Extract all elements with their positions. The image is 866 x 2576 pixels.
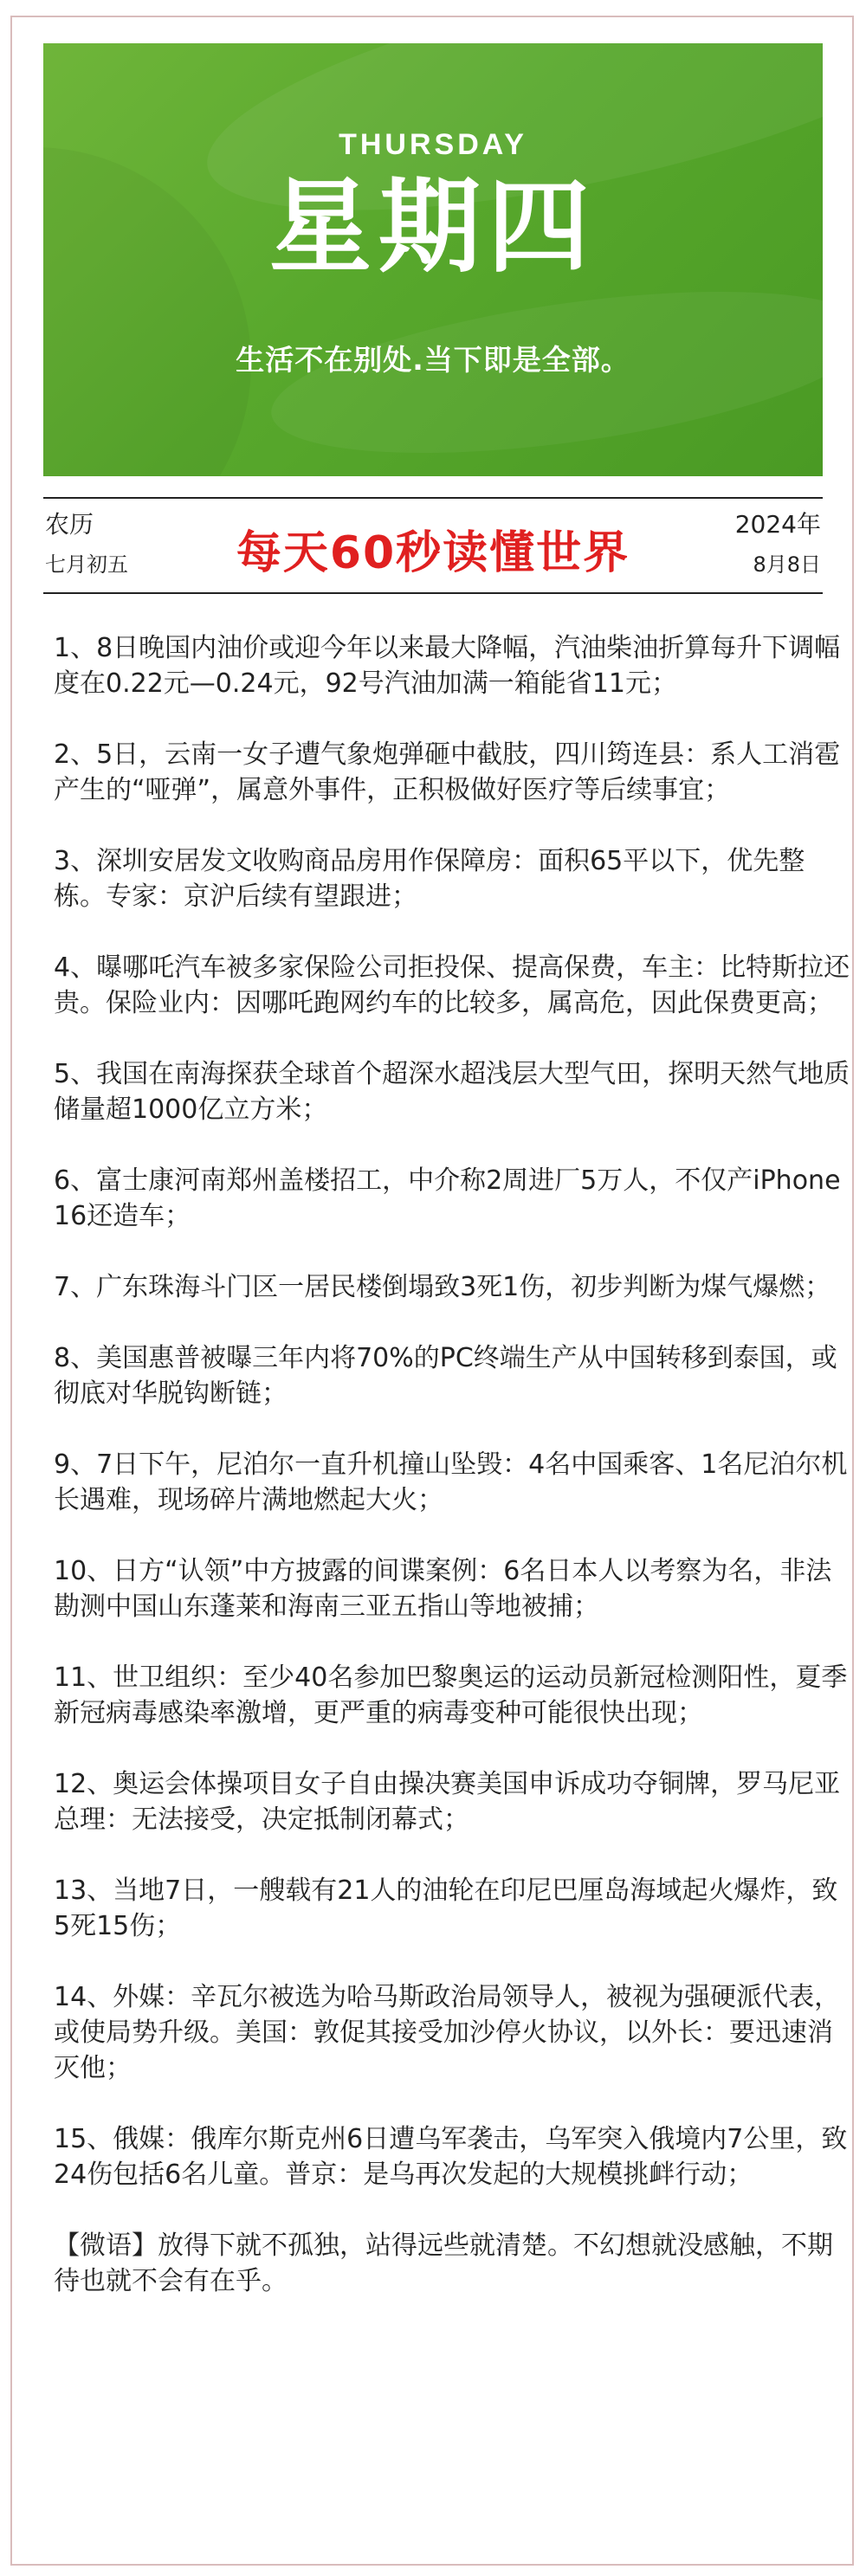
news-item: 5、我国在南海探获全球首个超深水超浅层大型气田，探明天然气地质储量超1000亿立方米； — [54, 1059, 850, 1125]
news-item: 11、世卫组织：至少40名参加巴黎奥运的运动员新冠检测阳性，夏季新冠病毒感染率激增，更严重的病毒变种可能很快出现； — [54, 1662, 848, 1728]
date-month-day: 8月8日 — [753, 552, 821, 577]
news-item: 7、广东珠海斗门区一居民楼倒塌致3死1伤，初步判断为煤气爆燃； — [54, 1272, 831, 1302]
news-item: 8、美国惠普被曝三年内将70%的PC终端生产从中国转移到泰国，或彻底对华脱钩断链； — [54, 1343, 837, 1409]
page-title: 每天60秒读懂世界 — [236, 527, 630, 579]
banner-slogan: 生活不在别处.当下即是全部。 — [236, 343, 630, 377]
news-item: 12、奥运会体操项目女子自由操决赛美国申诉成功夺铜牌，罗马尼亚总理：无法接受，决定抵制闭幕式； — [54, 1769, 841, 1835]
bottom-divider — [43, 592, 823, 594]
news-item: 14、外媒：辛瓦尔被选为哈马斯政治局领导人，被视为强硬派代表，或使局势升级。美国：敦促其接受加沙停火协议，以外长：要迅速消灭他； — [54, 1982, 841, 2083]
news-item: 4、曝哪吒汽车被多家保险公司拒投保、提高保费，车主：比特斯拉还贵。保险业内：因哪吒跑网约车的比较多，属高危，因此保费更高； — [54, 952, 850, 1018]
news-list — [54, 630, 850, 2334]
news-item: 2、5日，云南一女子遭气象炮弹砸中截肢，四川筠连县：系人工消雹产生的“哑弹”，属意外事件，正积极做好医疗等后续事宜； — [54, 739, 841, 805]
weekday-english: THURSDAY — [339, 128, 527, 161]
news-item: 3、深圳安居发文收购商品房用作保障房：面积65平以下，优先整栋。专家：京沪后续有望跟进； — [54, 846, 805, 912]
weekday-chinese: 星期四 — [268, 167, 597, 287]
news-item: 10、日方“认领”中方披露的间谍案例：6名日本人以考察为名，非法勘测中国山东蓬莱和海南三亚五指山等地被捕； — [54, 1556, 832, 1622]
news-item: 1、8日晚国内油价或迎今年以来最大降幅，汽油柴油折算每升下调幅度在0.22元—0.24元，92号汽油加满一箱能省11元； — [54, 633, 841, 699]
news-item: 15、俄媒：俄库尔斯克州6日遭乌军袭击，乌军突入俄境内7公里，致24伤包括6名儿童。普京：是乌再次发起的大规模挑衅行动； — [54, 2124, 848, 2190]
news-item: 9、7日下午，尼泊尔一直升机撞山坠毁：4名中国乘客、1名尼泊尔机长遇难，现场碎片满地燃起大火； — [54, 1449, 848, 1515]
news-item: 6、富士康河南郑州盖楼招工，中介称2周进厂5万人，不仅产iPhone16还造车； — [54, 1165, 841, 1231]
header-banner — [43, 43, 823, 476]
news-item: 13、当地7日，一艘载有21人的油轮在印尼巴厘岛海域起火爆炸，致5死15伤； — [54, 1876, 838, 1941]
lunar-date: 七月初五 — [45, 552, 128, 577]
daily-quote: 【微语】放得下就不孤独，站得远些就清楚。不幻想就没感触，不期待也就不会有在乎。 — [54, 2231, 833, 2296]
top-divider — [43, 497, 823, 499]
lunar-label: 农历 — [45, 510, 94, 539]
date-year: 2024年 — [734, 510, 821, 539]
